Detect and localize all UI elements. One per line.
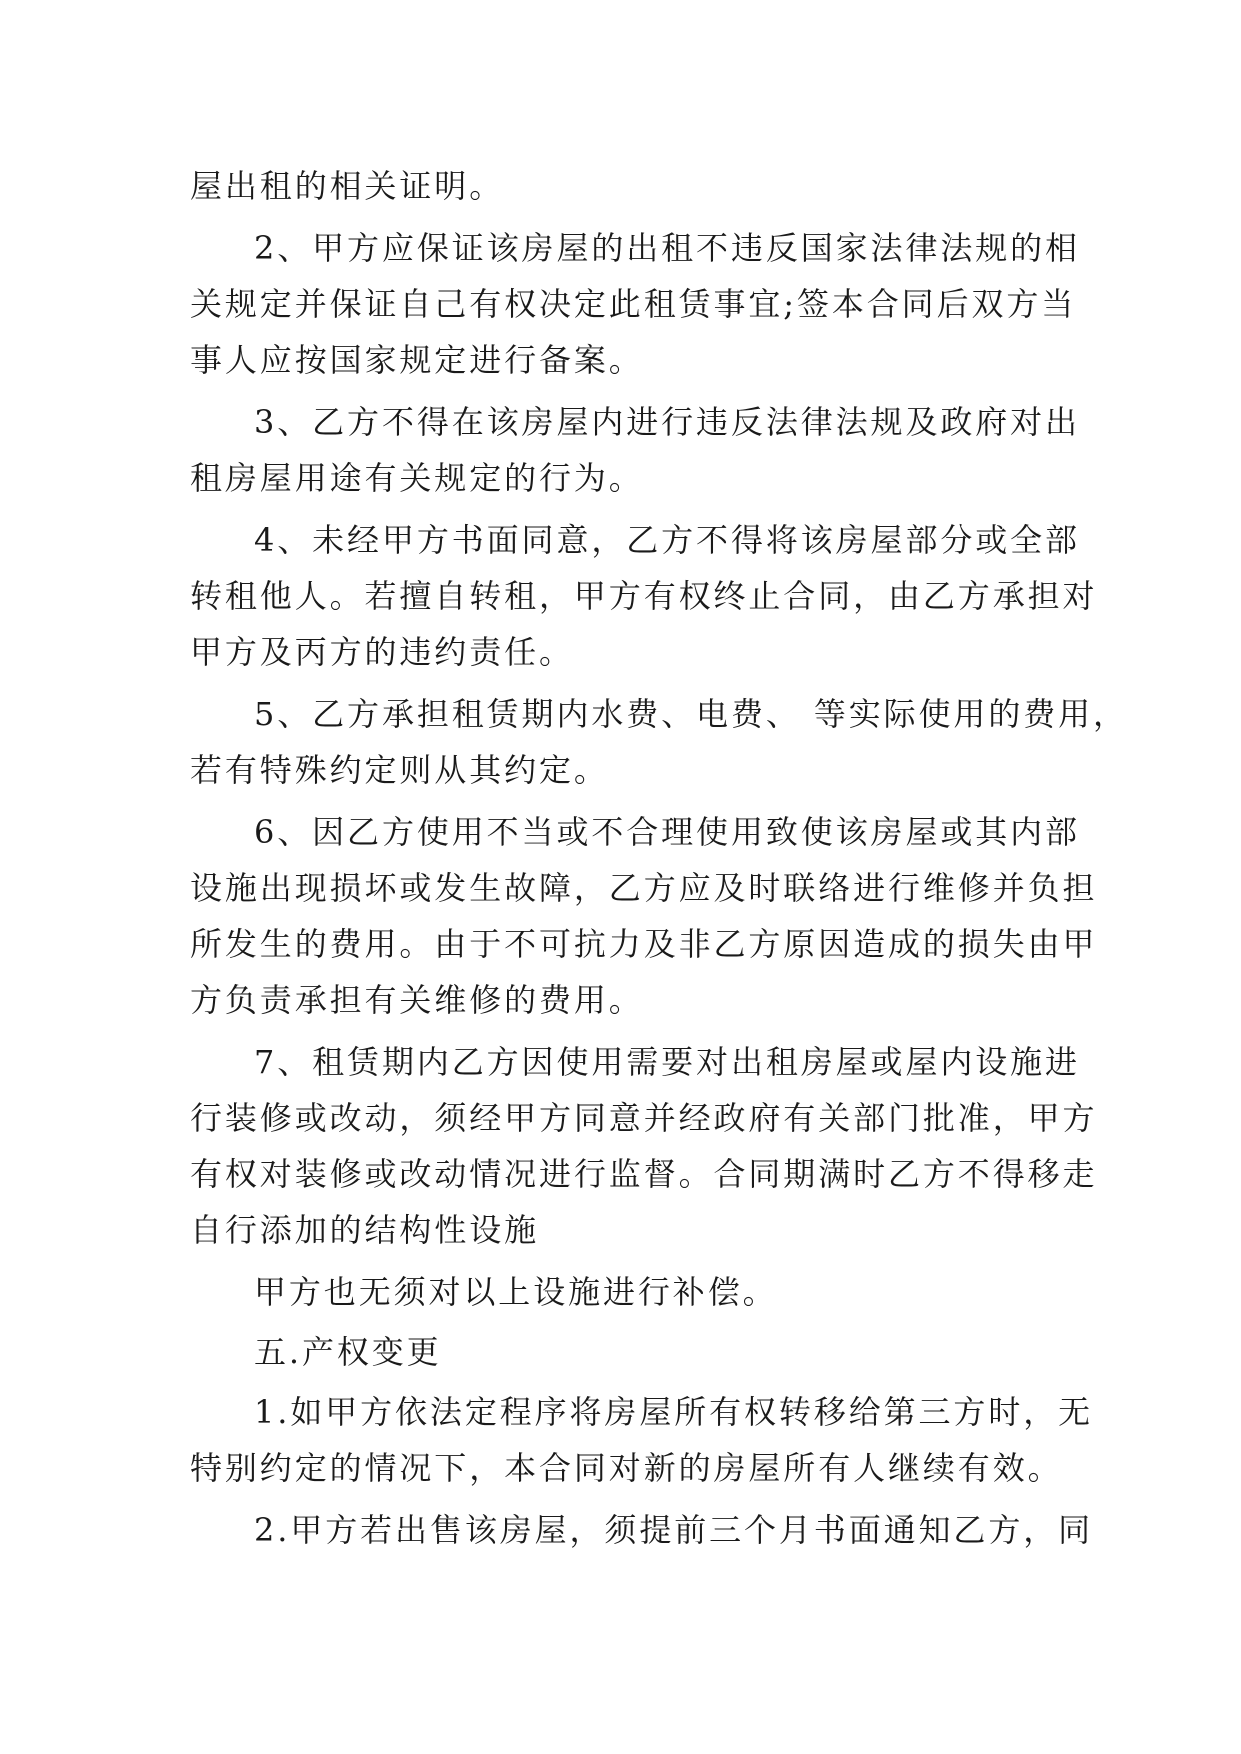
text-line: 自行添加的结构性设施 — [190, 1211, 540, 1249]
text-line: 行装修或改动，须经甲方同意并经政府有关部门批准，甲方 — [190, 1099, 1098, 1137]
text-line: 甲方也无须对以上设施进行补偿。 — [254, 1273, 778, 1311]
section-heading: 五.产权变更 — [254, 1333, 442, 1371]
text-line: 事人应按国家规定进行备案。 — [190, 341, 644, 379]
text-line: 1.如甲方依法定程序将房屋所有权转移给第三方时，无 — [254, 1393, 1094, 1431]
text-line: 6、因乙方使用不当或不合理使用致使该房屋或其内部 — [254, 813, 1080, 851]
text-line: 所发生的费用。由于不可抗力及非乙方原因造成的损失由甲 — [190, 925, 1098, 963]
text-line: 4、未经甲方书面同意，乙方不得将该房屋部分或全部 — [254, 521, 1080, 559]
text-line: 方负责承担有关维修的费用。 — [190, 981, 644, 1019]
text-line: 3、乙方不得在该房屋内进行违反法律法规及政府对出 — [254, 403, 1080, 441]
text-line: 特别约定的情况下，本合同对新的房屋所有人继续有效。 — [190, 1449, 1063, 1487]
text-line: 屋出租的相关证明。 — [190, 167, 505, 205]
text-line: 设施出现损坏或发生故障，乙方应及时联络进行维修并负担 — [190, 869, 1098, 907]
text-line: 租房屋用途有关规定的行为。 — [190, 459, 644, 497]
text-line: 转租他人。若擅自转租，甲方有权终止合同，由乙方承担对 — [190, 577, 1098, 615]
text-line: 若有特殊约定则从其约定。 — [190, 751, 609, 789]
text-line: 7、租赁期内乙方因使用需要对出租房屋或屋内设施进 — [254, 1043, 1080, 1081]
text-line: 有权对装修或改动情况进行监督。合同期满时乙方不得移走 — [190, 1155, 1098, 1193]
text-line: 关规定并保证自己有权决定此租赁事宜;签本合同后双方当 — [190, 285, 1077, 323]
text-line: 甲方及丙方的违约责任。 — [190, 633, 574, 671]
text-line: 5、乙方承担租赁期内水费、电费、 等实际使用的费用， — [254, 695, 1128, 733]
text-line: 2.甲方若出售该房屋，须提前三个月书面通知乙方，同 — [254, 1511, 1094, 1549]
text-line: 2、甲方应保证该房屋的出租不违反国家法律法规的相 — [254, 229, 1080, 267]
